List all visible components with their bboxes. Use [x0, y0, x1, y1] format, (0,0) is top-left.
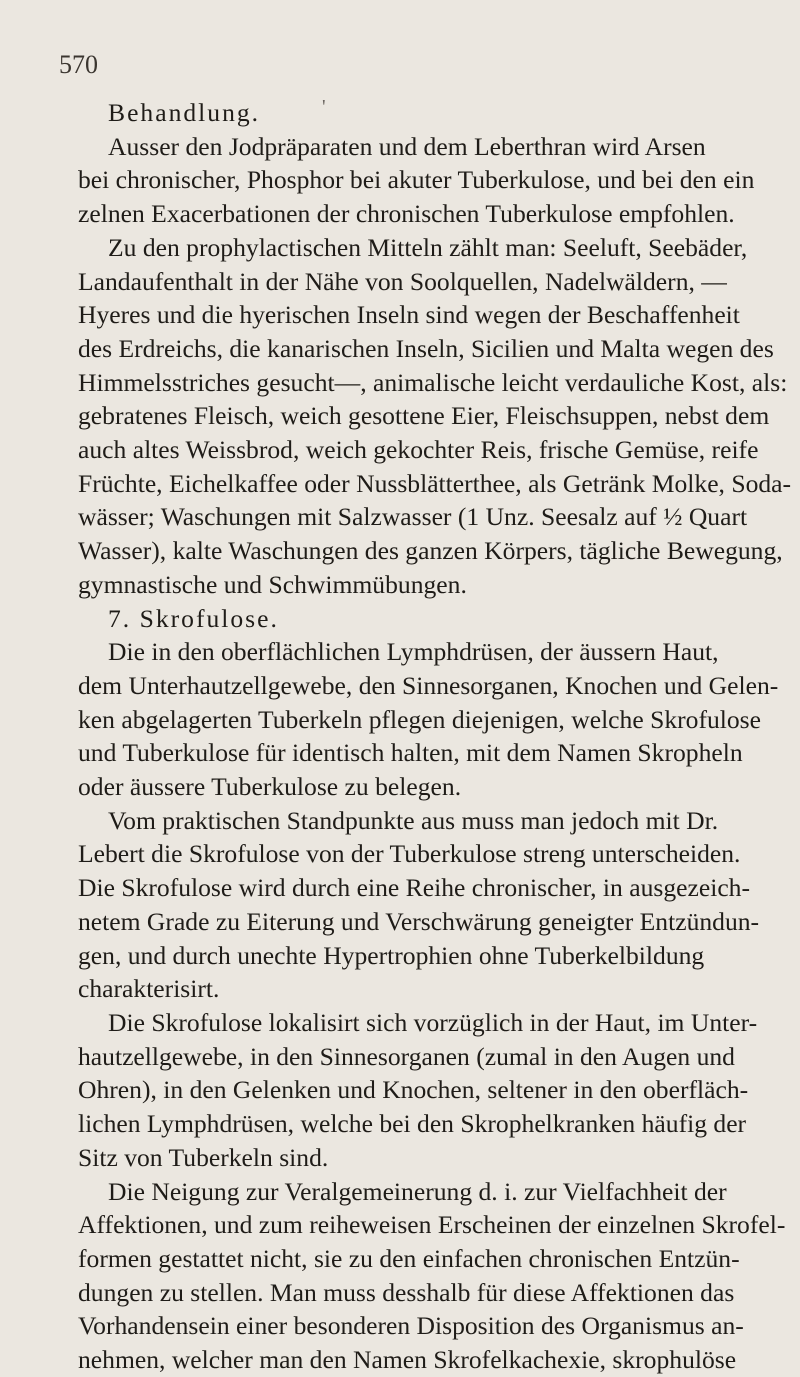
section-heading: 7. Skrofulose. — [108, 603, 279, 633]
text-line: Die in den oberflächlichen Lymphdrüsen, der äussern Haut, — [108, 637, 719, 667]
text-line: charakterisirt. — [78, 974, 220, 1004]
text-line: Lebert die Skrofulose von der Tuberkulose streng unterscheiden. — [78, 839, 741, 869]
text-line: zelnen Exacerbationen der chronischen Tuberkulose empfohlen. — [78, 199, 735, 229]
text-line: hautzellgewebe, in den Sinnesorganen (zumal in den Augen und — [78, 1041, 735, 1071]
text-line: Vorhandensein einer besonderen Disposition des Organismus an- — [78, 1311, 744, 1341]
text-line: auch altes Weissbrod, weich gekochter Reis, frische Gemüse, reife — [78, 435, 759, 465]
section-heading: Behandlung. — [108, 98, 261, 127]
page-number: 570 — [59, 50, 98, 79]
text-line: netem Grade zu Eiterung und Verschwärung geneigter Entzündun- — [78, 906, 760, 936]
text-line: Hyeres und die hyerischen Inseln sind wegen der Beschaffenheit — [78, 300, 740, 330]
text-line: gymnastische und Schwimmübungen. — [78, 569, 467, 599]
text-line: nehmen, welcher man den Namen Skrofelkachexie, skrophulöse — [78, 1345, 737, 1375]
text-line: wässer; Waschungen mit Salzwasser (1 Unz. Seesalz auf ½ Quart — [78, 502, 748, 532]
text-line: Affektionen, und zum reiheweisen Erscheinen der einzelnen Skrofel- — [78, 1210, 786, 1240]
text-line: Ausser den Jodpräparaten und dem Leberthran wird Arsen — [108, 131, 706, 161]
text-line: des Erdreichs, die kanarischen Inseln, Sicilien und Malta wegen des — [78, 333, 774, 363]
text-line: formen gestattet nicht, sie zu den einfachen chronischen Entzün- — [78, 1243, 740, 1273]
text-line: gebratenes Fleisch, weich gesottene Eier, Fleischsuppen, nebst dem — [78, 401, 770, 431]
text-line: Die Skrofulose wird durch eine Reihe chronischer, in ausgezeich- — [78, 873, 750, 903]
text-line: Die Skrofulose lokalisirt sich vorzüglich in der Haut, im Unter- — [108, 1007, 758, 1037]
text-line: Himmelsstriches gesucht—, animalische leicht verdauliche Kost, als: — [78, 367, 788, 397]
text-line: Vom praktischen Standpunkte aus muss man jedoch mit Dr. — [108, 805, 719, 835]
text-line: oder äussere Tuberkulose zu belegen. — [78, 772, 462, 802]
text-line: gen, und durch unechte Hypertrophien ohne Tuberkelbildung — [78, 940, 705, 970]
text-line: lichen Lymphdrüsen, welche bei den Skrophelkranken häufig der — [78, 1109, 747, 1139]
text-line: dem Unterhautzellgewebe, den Sinnesorganen, Knochen und Gelen- — [78, 670, 779, 700]
text-line: Ohren), in den Gelenken und Knochen, seltener in den oberfläch- — [78, 1075, 749, 1105]
text-line: Landaufenthalt in der Nähe von Soolquellen, Nadelwäldern, — — [78, 266, 727, 296]
stray-mark: ' — [322, 96, 326, 118]
text-line: Die Neigung zur Veralgemeinerung d. i. zur Vielfachheit der — [108, 1176, 727, 1206]
text-line: Zu den prophylactischen Mitteln zählt man: Seeluft, Seebäder, — [108, 232, 748, 262]
body-text — [78, 96, 792, 1377]
text-line: Sitz von Tuberkeln sind. — [78, 1142, 329, 1172]
text-line: und Tuberkulose für identisch halten, mit dem Namen Skropheln — [78, 738, 743, 768]
text-line: bei chronischer, Phosphor bei akuter Tuberkulose, und bei den ein — [78, 165, 755, 195]
text-line: ken abgelagerten Tuberkeln pflegen diejenigen, welche Skrofulose — [78, 704, 761, 734]
text-line: Wasser), kalte Waschungen des ganzen Körpers, tägliche Bewegung, — [78, 536, 783, 566]
text-line: dungen zu stellen. Man muss desshalb für diese Affektionen das — [78, 1277, 735, 1307]
text-line: Früchte, Eichelkaffee oder Nussblätterthee, als Getränk Molke, Soda- — [78, 468, 792, 498]
